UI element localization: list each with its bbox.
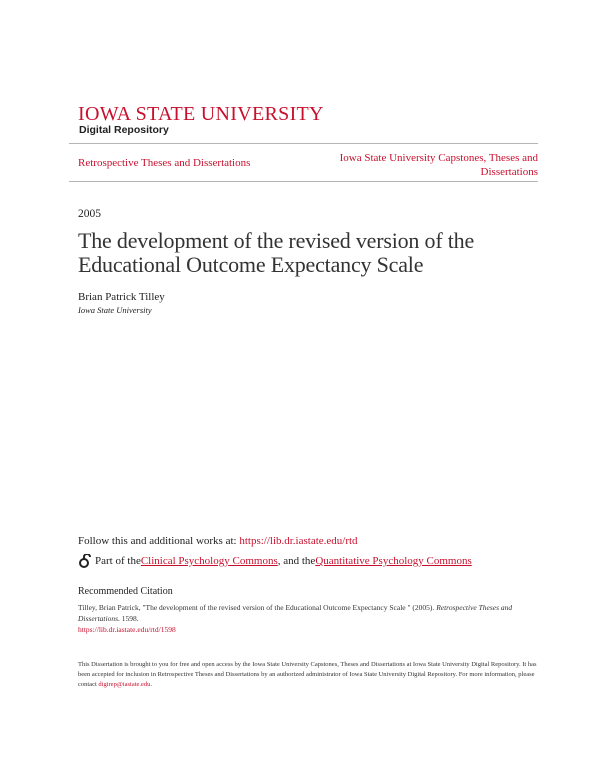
author-name: Brian Patrick Tilley [78,291,165,303]
part-of-prefix: Part of the [95,555,141,567]
citation-series: Retrospective Theses and Dissertations [78,603,513,623]
follow-text: Follow this and additional works at: [78,535,240,547]
clinical-psychology-commons-link[interactable]: Clinical Psychology Commons [140,555,278,567]
collection-link-capstones[interactable]: Iowa State University Capstones, Theses and Dissertations [339,152,538,178]
publication-year: 2005 [78,208,101,220]
quantitative-psychology-commons-link[interactable]: Quantitative Psychology Commons [315,555,472,567]
citation-number: . 1598. [118,614,139,623]
part-of-line [78,554,472,568]
document-title: The development of the revised version of the Educational Outcome Expectancy Scale [78,228,475,277]
open-access-icon [78,554,91,568]
footer-text: This Dissertation is brought to you for free and open access by the Iowa State University Capstones, Theses and Dissertations at Iowa State University Digital Repository. It has been accepted for inclusion in Retrospective Theses and Dissertations by an authorized administrator of Iowa State University Digital Repository. For more information, please contact [78,661,537,688]
digital-repository-label: Digital Repository [79,124,169,136]
contact-email-link[interactable]: digirep@iastate.edu [98,681,151,688]
divider-top [69,143,538,144]
recommended-citation-heading: Recommended Citation [78,586,173,597]
author-affiliation: Iowa State University [78,305,152,315]
part-of-middle: , and the [277,555,316,567]
follow-line [78,535,358,548]
divider-bottom [69,181,538,182]
follow-url-link[interactable]: https://lib.dr.iastate.edu/rtd [239,535,358,547]
citation-text [78,602,538,635]
citation-url-link[interactable]: https://lib.dr.iastate.edu/rtd/1598 [78,625,176,634]
university-logo-wordmark: IOWA STATE UNIVERSITY [78,103,324,125]
footer-notice [78,660,538,690]
citation-body: Tilley, Brian Patrick, "The development of the revised version of the Educational Outcome Expectancy Scale " (2005). [78,603,437,612]
footer-end: . [150,681,153,688]
collection-link-retrospective[interactable]: Retrospective Theses and Dissertations [78,157,251,169]
